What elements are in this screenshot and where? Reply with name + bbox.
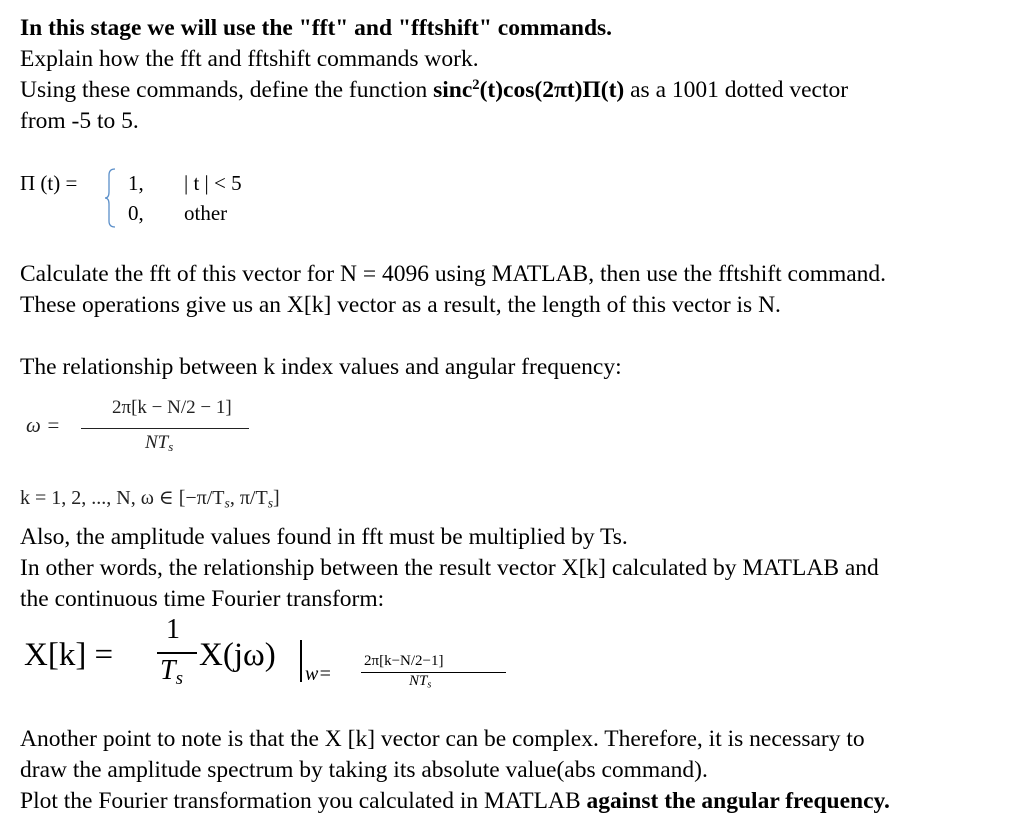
plot-line xyxy=(20,786,890,817)
eval-denominator xyxy=(409,673,431,691)
omega-fraction-bar xyxy=(81,428,249,429)
case1-condition: | t | < 5 xyxy=(184,171,242,195)
k-range-mid: , π/T xyxy=(229,487,268,509)
xk-frac-numerator: 1 xyxy=(166,614,180,645)
function-name xyxy=(433,77,624,103)
xk-frac-den-main: T xyxy=(160,655,176,686)
left-brace xyxy=(104,167,116,229)
xk-rhs: X(jω) xyxy=(199,637,276,673)
k-range-sub1: s xyxy=(224,495,230,511)
heading: In this stage we will use the "fft" and "fftshift" commands. xyxy=(20,15,613,41)
calc-line-1: Calculate the fft of this vector for N = 4096 using MATLAB, then use the fftshift command. xyxy=(20,261,887,287)
define-post: as a 1001 dotted vector xyxy=(624,77,849,103)
eval-den-sub: s xyxy=(427,679,432,691)
case2-condition: other xyxy=(184,201,228,225)
case2-value: 0, xyxy=(128,201,144,225)
define-line xyxy=(20,75,848,106)
omega-numerator: 2π[k − N/2 − 1] xyxy=(112,397,232,418)
evaluation-bar xyxy=(300,640,302,682)
eval-variable: w= xyxy=(305,663,332,685)
case1-value: 1, xyxy=(128,171,144,195)
eval-fraction-bar xyxy=(361,672,506,673)
define-pre: Using these commands, define the function xyxy=(20,77,434,103)
define-line-2: from -5 to 5. xyxy=(20,108,139,134)
other-words-line-1: In other words, the relationship between the result vector X[k] calculated by MATLAB and xyxy=(20,555,879,581)
k-range xyxy=(20,485,280,511)
k-range-sub2: s xyxy=(267,495,273,511)
k-range-end: ] xyxy=(272,487,280,509)
omega-denominator xyxy=(145,432,173,455)
relationship-line: The relationship between k index values and angular frequency: xyxy=(20,354,622,380)
plot-line-bold: against the angular frequency. xyxy=(586,788,890,814)
omega-lhs: ω = xyxy=(26,413,61,437)
k-range-a: k = 1, 2, ..., N, ω ∈ [−π/T xyxy=(20,487,225,509)
eval-den-main: NT xyxy=(409,673,428,689)
eval-numerator: 2π[k−N/2−1] xyxy=(364,653,444,669)
plot-line-pre: Plot the Fourier transformation you calculated in MATLAB xyxy=(20,788,587,814)
also-line: Also, the amplitude values found in fft must be multiplied by Ts. xyxy=(20,524,628,550)
calc-line-2: These operations give us an X[k] vector as a result, the length of this vector is N. xyxy=(20,292,781,318)
complex-line-2: draw the amplitude spectrum by taking its absolute value(abs command). xyxy=(20,757,708,783)
xk-fraction-bar xyxy=(157,652,197,654)
function-sinc: sinc xyxy=(433,77,473,103)
explain-line: Explain how the fft and fftshift commands work. xyxy=(20,46,479,72)
function-rest: (t)cos(2πt)Π(t) xyxy=(479,77,625,103)
xk-frac-denominator xyxy=(160,655,183,690)
xk-lhs: X[k] = xyxy=(24,637,114,673)
omega-den-sub: s xyxy=(168,439,174,455)
omega-den-main: NT xyxy=(145,432,169,453)
function-exponent: 2 xyxy=(472,77,480,93)
complex-line-1: Another point to note is that the X [k] vector can be complex. Therefore, it is necessary to xyxy=(20,726,865,752)
other-words-line-2: the continuous time Fourier transform: xyxy=(20,586,385,612)
xk-frac-den-sub: s xyxy=(175,667,183,689)
pi-label: Π (t) = xyxy=(20,171,78,195)
